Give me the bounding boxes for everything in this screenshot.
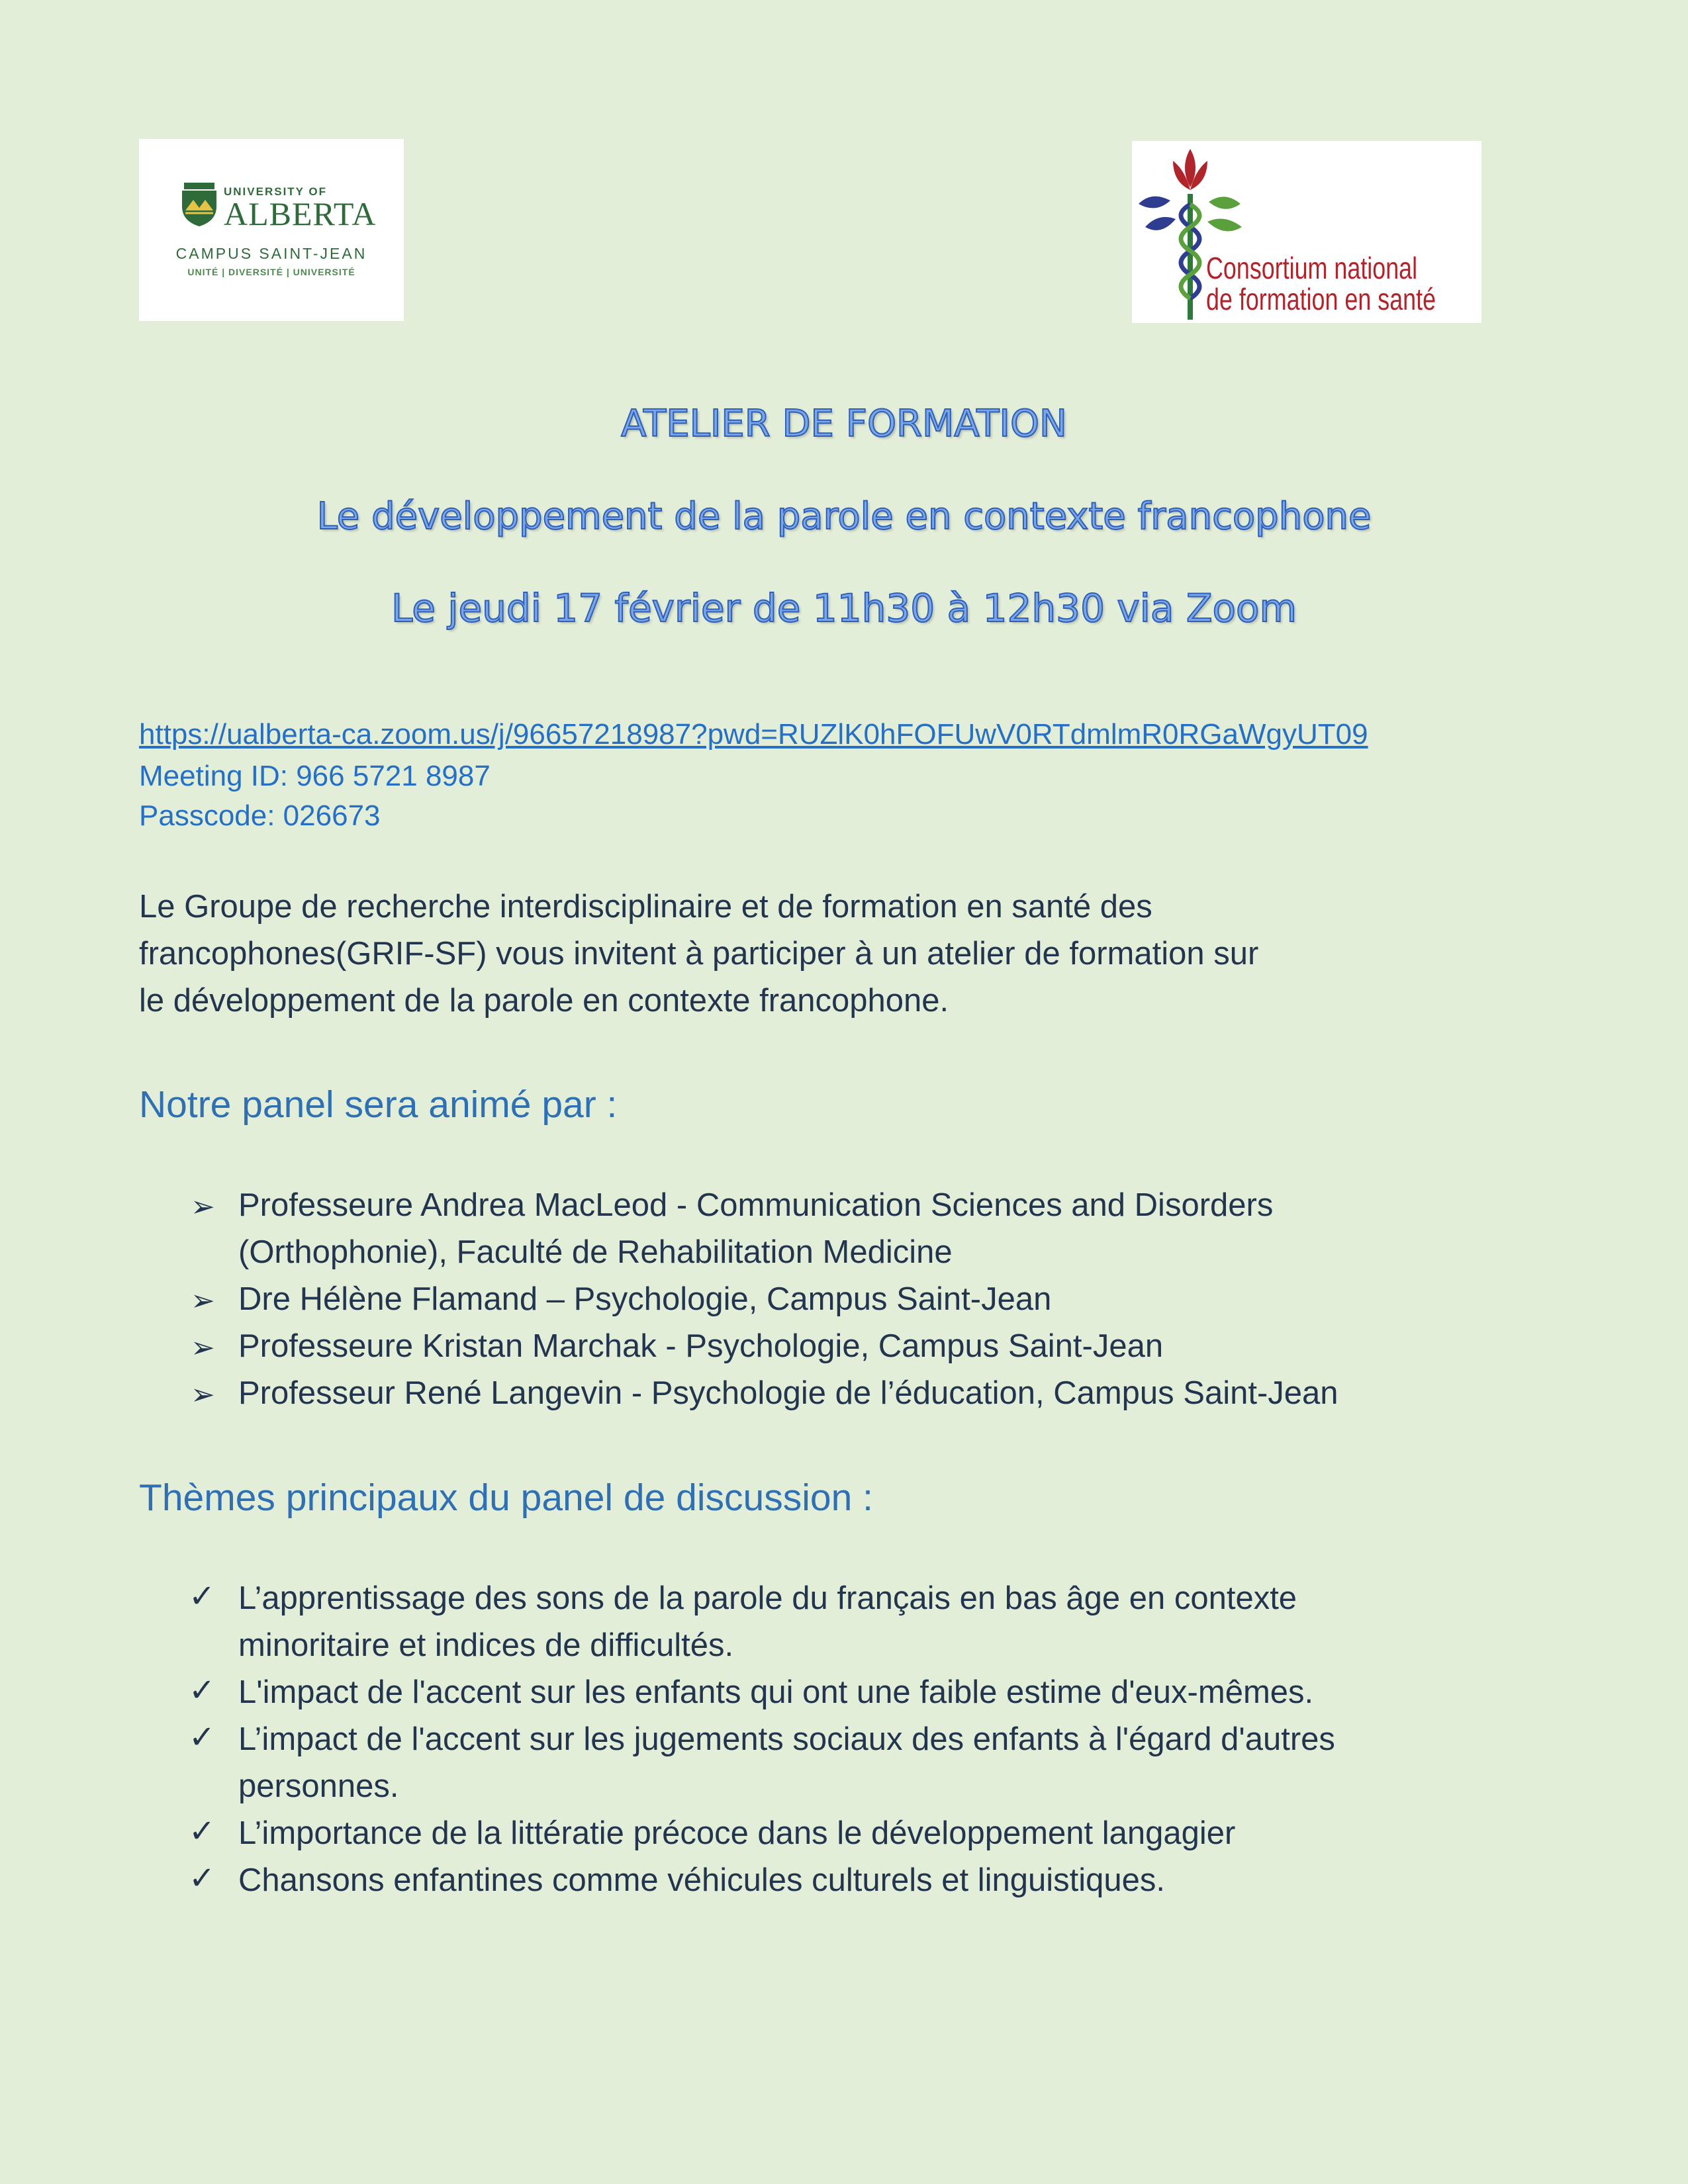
event-subtitle: Le développement de la parole en contexte francophone (316, 495, 1372, 538)
panel-item: Professeure Andrea MacLeod - Communication Sciences and Disorders (238, 1187, 1274, 1223)
event-date: Le jeudi 17 février de 11h30 à 12h30 via Zoom (391, 586, 1297, 631)
meeting-id: Meeting ID: 966 5721 8987 (139, 760, 491, 792)
panel-item: Professeure Kristan Marchak - Psychologie, Campus Saint-Jean (238, 1328, 1164, 1364)
theme-item: L’importance de la littératie précoce dans le développement langagier (238, 1815, 1236, 1851)
cnfs-line1: Consortium national (1206, 251, 1418, 285)
panel-item-continuation: (Orthophonie), Faculté de Rehabilitation Medicine (238, 1234, 953, 1270)
arrow-bullet-icon: ➢ (191, 1332, 215, 1364)
university-of-alberta-logo (139, 139, 404, 321)
panel-item: Professeur René Langevin - Psychologie de l’éducation, Campus Saint-Jean (238, 1375, 1338, 1411)
themes-heading: Thèmes principaux du panel de discussion : (139, 1477, 873, 1519)
arrow-bullet-icon: ➢ (191, 1285, 215, 1317)
theme-item-continuation: minoritaire et indices de difficultés. (238, 1627, 734, 1663)
ualberta-line1: UNIVERSITY OF (224, 185, 328, 198)
theme-item-continuation: personnes. (238, 1768, 399, 1804)
checkmark-icon: ✓ (189, 1673, 216, 1708)
passcode: Passcode: 026673 (139, 799, 381, 832)
panel-heading: Notre panel sera animé par : (139, 1083, 618, 1126)
checkmark-icon: ✓ (189, 1579, 216, 1614)
arrow-bullet-icon: ➢ (191, 1379, 215, 1411)
intro-line-1: Le Groupe de recherche interdisciplinaire et de formation en santé des (139, 889, 1152, 925)
ualberta-crest-icon (180, 180, 218, 228)
intro-line-3: le développement de la parole en contexte francophone. (139, 983, 949, 1019)
arrow-bullet-icon: ➢ (191, 1191, 215, 1223)
panel-item: Dre Hélène Flamand – Psychologie, Campus Saint-Jean (238, 1281, 1052, 1317)
event-title: ATELIER DE FORMATION (621, 402, 1067, 445)
cnfs-logo (1132, 141, 1481, 323)
ualberta-line4: UNITÉ | DIVERSITÉ | UNIVERSITÉ (187, 267, 355, 277)
cnfs-line2: de formation en santé (1206, 282, 1436, 316)
theme-item: Chansons enfantines comme véhicules culturels et linguistiques. (238, 1862, 1165, 1898)
theme-item: L’impact de l'accent sur les jugements sociaux des enfants à l'égard d'autres (238, 1721, 1335, 1757)
zoom-link[interactable]: https://ualberta-ca.zoom.us/j/96657218987?pwd=RUZlK0hFOFUwV0RTdmlmR0RGaWgyUT09 (139, 718, 1368, 751)
intro-line-2: francophones(GRIF-SF) vous invitent à participer à un atelier de formation sur (139, 936, 1259, 972)
checkmark-icon: ✓ (189, 1814, 216, 1849)
checkmark-icon: ✓ (189, 1720, 216, 1755)
theme-item: L'impact de l'accent sur les enfants qui ont une faible estime d'eux-mêmes. (238, 1674, 1314, 1710)
checkmark-icon: ✓ (189, 1861, 216, 1896)
ualberta-line2: ALBERTA (224, 195, 377, 232)
theme-item: L’apprentissage des sons de la parole du français en bas âge en contexte (238, 1580, 1297, 1616)
ualberta-line3: CAMPUS SAINT-JEAN (175, 245, 367, 262)
